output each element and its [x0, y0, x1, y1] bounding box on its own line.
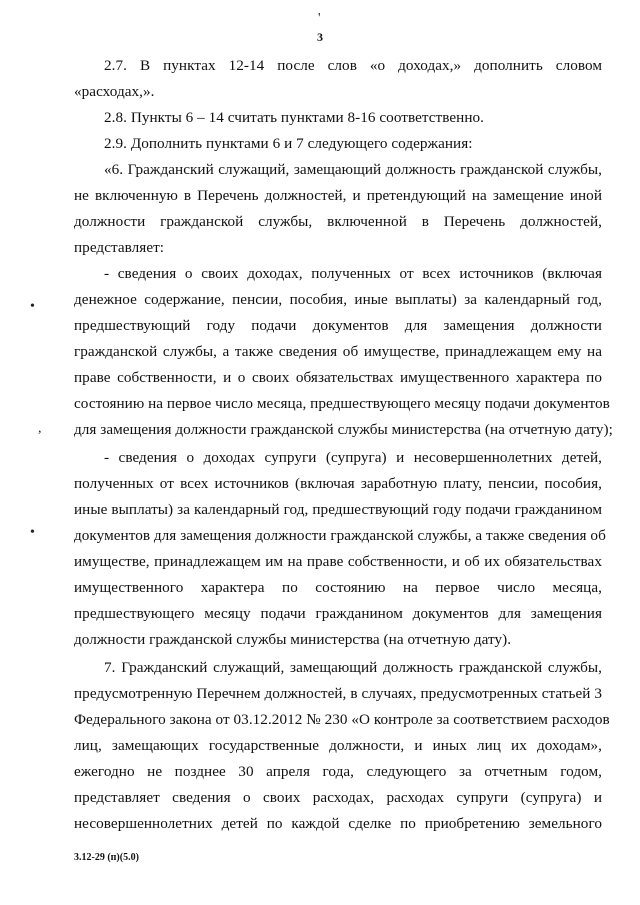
- scan-artifact-mark: ': [318, 11, 321, 26]
- text-line: предшествующий году подачи документов для замещения должности: [74, 317, 602, 334]
- text-line: представляет сведения о своих расходах, расходах супруги (супруга) и: [74, 789, 602, 806]
- text-line: Федерального закона от 03.12.2012 № 230 «О контроле за соответствием расходов: [74, 711, 610, 728]
- text-line: представляет:: [74, 239, 165, 256]
- text-line: состоянию на первое число месяца, предшествующего месяцу подачи документов: [74, 395, 610, 412]
- text-line: должности гражданской службы министерства (на отчетную дату).: [74, 631, 512, 648]
- text-line: «расходах,».: [74, 83, 155, 100]
- scan-artifact-mark: ,: [38, 421, 42, 436]
- footer-document-code: 3.12-29 (п)(5.0): [74, 852, 139, 863]
- text-line: «6. Гражданский служащий, замещающий должность гражданской службы,: [104, 161, 602, 178]
- text-line: несовершеннолетних детей по каждой сделке по приобретению земельного: [74, 815, 602, 832]
- scan-artifact-mark: •: [30, 299, 35, 314]
- text-line: лиц, замещающих государственные должности, и иных лиц их доходам»,: [74, 737, 602, 754]
- page-number: 3: [317, 30, 323, 44]
- text-line: 7. Гражданский служащий, замещающий должность гражданской службы,: [104, 659, 602, 676]
- text-line: имущественного характера по состоянию на первое число месяца,: [74, 579, 602, 596]
- text-line: - сведения о своих доходах, полученных от всех источников (включая: [104, 265, 602, 282]
- text-line: 2.9. Дополнить пунктами 6 и 7 следующего содержания:: [104, 135, 473, 152]
- text-line: не включенную в Перечень должностей, и претендующий на замещение иной: [74, 187, 602, 204]
- text-line: денежное содержание, пенсии, пособия, иные выплаты) за календарный год,: [74, 291, 602, 308]
- text-line: документов для замещения должности гражданской службы, а также сведения об: [74, 527, 606, 544]
- text-line: ежегодно не позднее 30 апреля года, следующего за отчетным годом,: [74, 763, 602, 780]
- text-line: 2.8. Пункты 6 – 14 считать пунктами 8-16 соответственно.: [104, 109, 485, 126]
- text-line: полученных от всех источников (включая заработную плату, пенсии, пособия,: [74, 475, 602, 492]
- scan-artifact-mark: •: [30, 525, 35, 540]
- text-line: праве собственности, и о своих обязательствах имущественного характера по: [74, 369, 602, 386]
- text-line: имуществе, принадлежащем им на праве собственности, и об их обязательствах: [74, 553, 602, 570]
- text-line: предшествующего месяцу подачи гражданином документов для замещения: [74, 605, 602, 622]
- text-line: для замещения должности гражданской службы министерства (на отчетную дату);: [74, 421, 613, 438]
- text-line: должности гражданской службы, включенной в Перечень должностей,: [74, 213, 602, 230]
- text-line: гражданской службы, а также сведения об имуществе, принадлежащем ему на: [74, 343, 602, 360]
- text-line: иные выплаты) за календарный год, предшествующий году подачи гражданином: [74, 501, 602, 518]
- text-line: предусмотренную Перечнем должностей, в случаях, предусмотренных статьей 3: [74, 685, 602, 702]
- text-line: - сведения о доходах супруги (супруга) и несовершеннолетних детей,: [104, 449, 602, 466]
- text-line: 2.7. В пунктах 12-14 после слов «о доходах,» дополнить словом: [104, 57, 602, 74]
